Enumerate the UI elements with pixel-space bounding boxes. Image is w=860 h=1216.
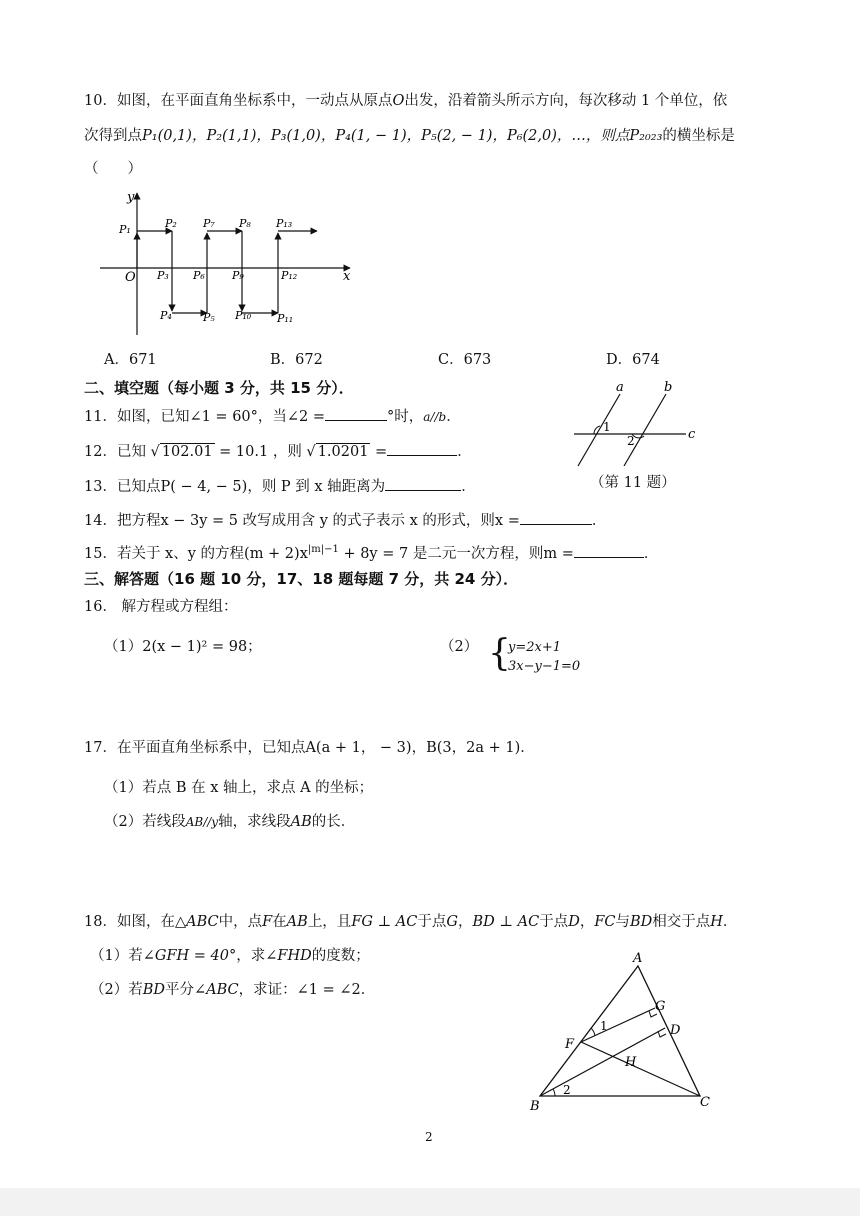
system-brace: { — [488, 633, 511, 674]
p6-label: P₆ — [193, 269, 205, 282]
bottom-scan-strip — [0, 1188, 860, 1216]
p4-label: P₄ — [160, 309, 172, 322]
q12: 12．已知 √ 102.01 = 10.1 ，则 √ 1.0201 = ． — [84, 441, 472, 461]
angle-1-label: 1 — [600, 1019, 608, 1033]
q18-triangle-figure — [525, 948, 725, 1118]
label-H: H — [625, 1055, 637, 1070]
q10-option-a: A．671 — [104, 352, 157, 368]
label-C: C — [700, 1095, 710, 1110]
label-A: A — [633, 951, 643, 966]
section2-title: 二、填空题（每小题 3 分，共 15 分）． — [84, 379, 354, 397]
q10-option-b: B．672 — [270, 352, 323, 368]
section3-title: 三、解答题（16 题 10 分，17、18 题每题 7 分，共 24 分）． — [84, 570, 519, 588]
p13-label: P₁₃ — [276, 217, 293, 230]
angle-2-label: 2 — [627, 434, 635, 448]
q15: 15．若关于 x、y 的方程$(m + 2)x^{|m|-1} + 8y = 7$ 是二元一次方程，则m = ． — [84, 544, 659, 562]
label-b: b — [664, 380, 673, 395]
segment-fg — [581, 1008, 655, 1042]
angle-2-label: 2 — [563, 1083, 571, 1097]
page-number: 2 — [425, 1130, 433, 1144]
p1-label: P₁ — [119, 223, 131, 236]
line-b — [624, 394, 666, 466]
p3-label: P₃ — [157, 269, 169, 282]
label-c: c — [688, 427, 696, 442]
x-axis-label: x — [343, 269, 351, 284]
p11-label: P₁₁ — [277, 312, 294, 325]
q11-figure-caption: （第 11 题） — [590, 475, 676, 491]
q16: 16． 解方程或方程组： — [84, 599, 238, 615]
p8-label: P₈ — [239, 217, 251, 230]
q13: 13．已知点P( − 4, − 5)，则 P 到 x 轴距离为 ． — [84, 476, 476, 496]
label-B: B — [530, 1099, 540, 1114]
origin-label: O — [125, 270, 136, 285]
q18: 18．如图，在△ABC中，点F在AB上，且FG ⊥ AC于点G，BD ⊥ AC于点D，FC与BD相交于点H． — [84, 914, 738, 930]
q16-part1: （1）2(x − 1)² = 98； — [104, 639, 262, 655]
q17: 17．在平面直角坐标系中，已知点A(a + 1， − 3)，B(3，2a + 1)． — [84, 740, 535, 756]
p12-label: P₁₂ — [281, 269, 298, 282]
label-a: a — [616, 380, 624, 395]
label-F: F — [565, 1037, 575, 1052]
q10-option-d: D．674 — [606, 352, 660, 368]
q10-line2: 次得到点P₁(0,1)，P₂(1,1)，P₃(1,0)，P₄(1, − 1)，P₅(2, − 1)，P₆(2,0)，…，则点P₂₀₂₃的横坐标是 — [84, 128, 735, 144]
p2-label: P₂ — [165, 217, 177, 230]
q18-part1: （1）若∠GFH = 40°，求∠FHD的度数； — [90, 948, 370, 964]
q18-part2: （2）若BD平分∠ABC，求证：∠1 = ∠2． — [90, 982, 376, 998]
q16-part2-label: （2） — [440, 639, 479, 655]
q10-paren: （ ） — [84, 161, 142, 177]
segment-bd — [540, 1028, 665, 1096]
q16-part2-eq1: y=2x+1 — [508, 640, 562, 655]
p7-label: P₇ — [203, 217, 215, 230]
label-D: D — [670, 1023, 681, 1038]
p10-label: P₁₀ — [235, 309, 252, 322]
p9-label: P₉ — [232, 269, 244, 282]
angle-1-label: 1 — [603, 420, 611, 434]
line-a — [578, 394, 620, 466]
q10-line1: 10．如图，在平面直角坐标系中，一动点从原点O出发，沿着箭头所示方向，每次移动 1 个单位，依 — [84, 93, 728, 109]
p5-label: P₅ — [203, 311, 215, 324]
q16-part2-eq2: 3x−y−1=0 — [508, 659, 581, 674]
q10-option-c: C．673 — [438, 352, 492, 368]
segment-fc — [581, 1042, 700, 1096]
y-axis-label: y — [127, 190, 135, 205]
q17-part1: （1）若点 B 在 x 轴上，求点 A 的坐标； — [104, 780, 374, 796]
q17-part2: （2）若线段AB//y轴，求线段AB的长． — [104, 814, 356, 830]
q11: 11．如图，已知∠1 = 60°，当∠2 = °时，a//b． — [84, 406, 461, 426]
q14: 14．把方程x − 3y = 5 改写成用含 y 的式子表示 x 的形式，则x = ． — [84, 510, 606, 530]
q10-coordinate-figure — [95, 185, 365, 340]
label-G: G — [655, 999, 666, 1014]
